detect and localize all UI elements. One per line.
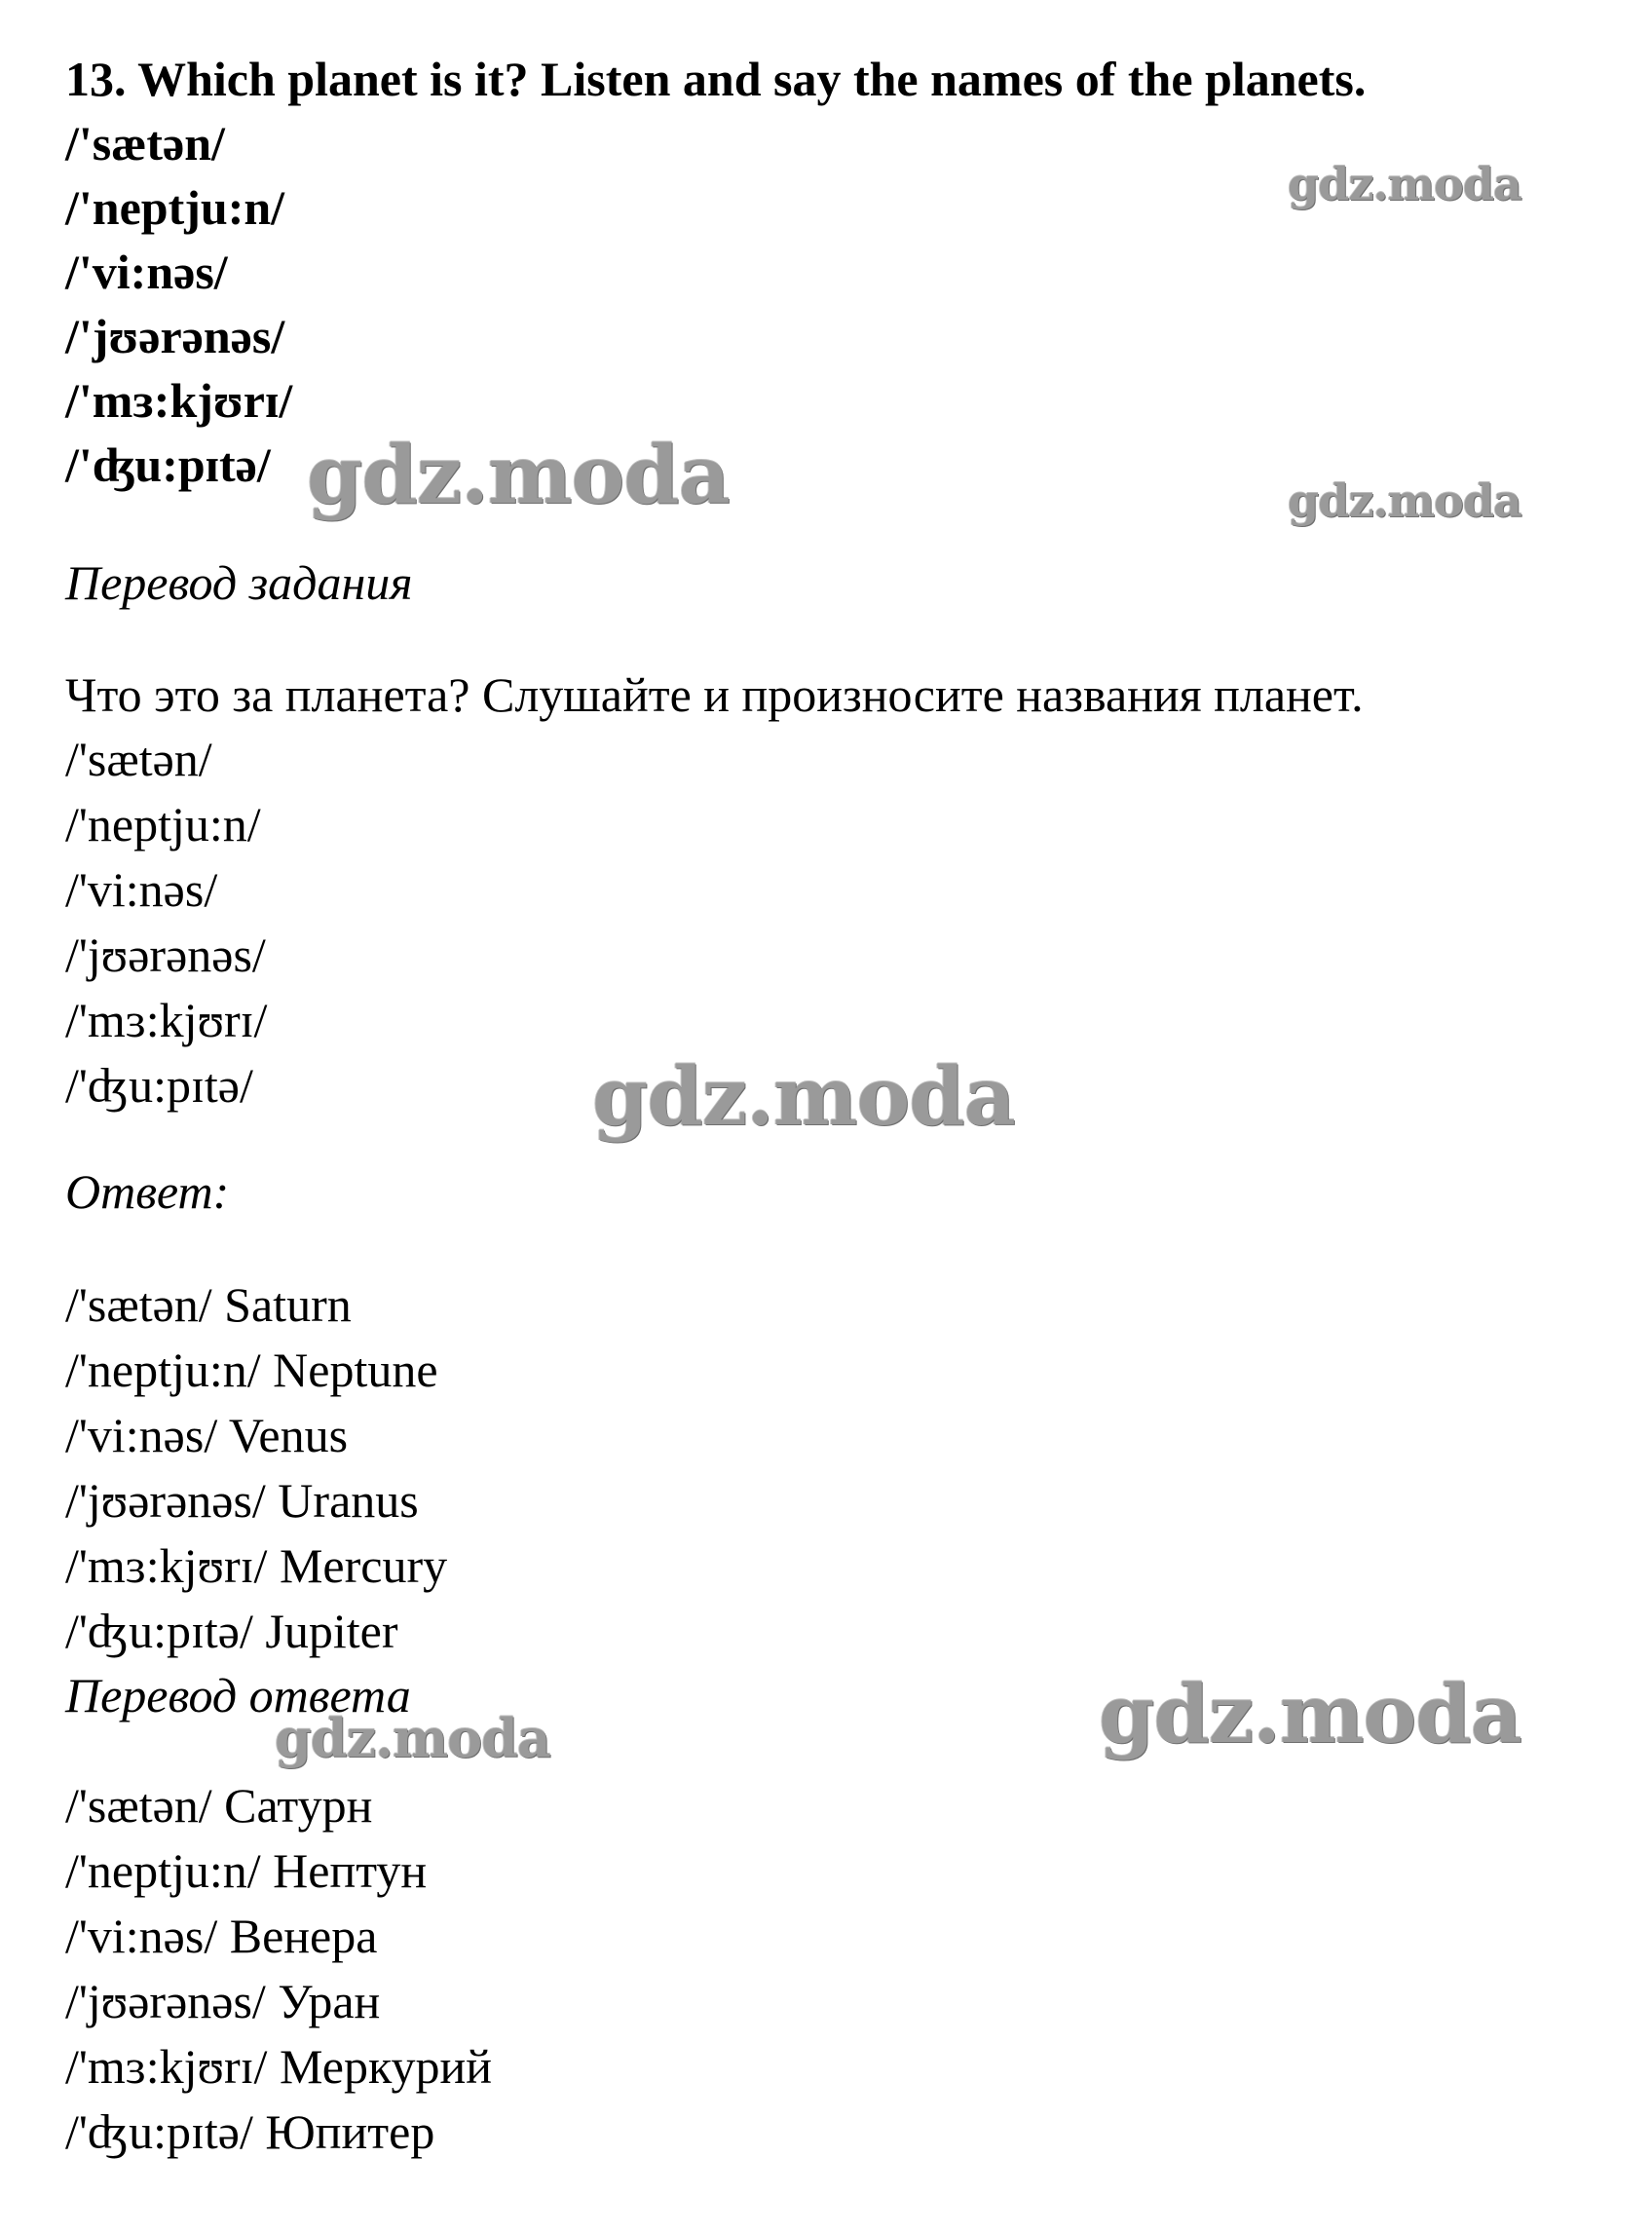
- transcription-line: /'mɜ:kjʊrɪ/: [65, 993, 268, 1047]
- transcription-line: /'vi:nəs/: [65, 862, 218, 917]
- answer-line: /'neptju:n/ Neptune: [65, 1343, 438, 1397]
- answer-line: /'mɜ:kjʊrɪ/ Mercury: [65, 1538, 448, 1593]
- watermark: gdz.moda: [1099, 1668, 1521, 1761]
- answer-line: /'vi:nəs/ Venus: [65, 1408, 349, 1462]
- answer-translation-line: /'neptju:n/ Нептун: [65, 1843, 428, 1898]
- answer-translation-list: [65, 1773, 492, 2165]
- translation-text: Что это за планета? Слушайте и произносите названия планет.: [65, 667, 1364, 722]
- transcription-line: /'ʤu:pɪtə/: [65, 1058, 253, 1113]
- transcription-line: /'jʊərənəs/: [65, 927, 266, 982]
- watermark: gdz.moda: [307, 429, 730, 522]
- translation-heading: Перевод задания: [65, 555, 413, 610]
- answer-translation-line: /'mɜ:kjʊrɪ/ Меркурий: [65, 2039, 493, 2094]
- answer-translation-line: /'ʤu:pɪtə/ Юпитер: [65, 2104, 435, 2159]
- translation-transcription-list: [65, 727, 267, 1118]
- task-title: 13. Which planet is it? Listen and say the names of the planets.: [65, 52, 1367, 106]
- watermark: gdz.moda: [275, 1707, 550, 1769]
- answer-list: [65, 1272, 447, 1664]
- transcription-line: /'neptju:n/: [65, 180, 285, 235]
- transcription-line: /'mɜ:kjʊrɪ/: [65, 373, 293, 428]
- answer-line: /'jʊərənəs/ Uranus: [65, 1473, 419, 1528]
- watermark: gdz.moda: [1288, 158, 1521, 210]
- task-transcription-list: [65, 111, 292, 497]
- answer-translation-line: /'sætən/ Сатурн: [65, 1778, 373, 1833]
- transcription-line: /'jʊərənəs/: [65, 309, 285, 363]
- answer-translation-heading: Перевод ответа: [65, 1668, 411, 1722]
- transcription-line: /'vi:nəs/: [65, 245, 228, 299]
- answer-translation-line: /'vi:nəs/ Венера: [65, 1909, 378, 1963]
- answer-translation-line: /'jʊərənəs/ Уран: [65, 1974, 381, 2028]
- transcription-line: /'sætən/: [65, 732, 212, 786]
- transcription-line: /'sætən/: [65, 116, 225, 170]
- watermark: gdz.moda: [592, 1050, 1015, 1144]
- answer-line: /'sætən/ Saturn: [65, 1277, 352, 1332]
- transcription-line: /'ʤu:pɪtə/: [65, 437, 271, 492]
- answer-line: /'ʤu:pɪtə/ Jupiter: [65, 1604, 398, 1658]
- transcription-line: /'neptju:n/: [65, 797, 261, 852]
- watermark: gdz.moda: [1288, 474, 1521, 527]
- answer-heading: Ответ:: [65, 1164, 230, 1219]
